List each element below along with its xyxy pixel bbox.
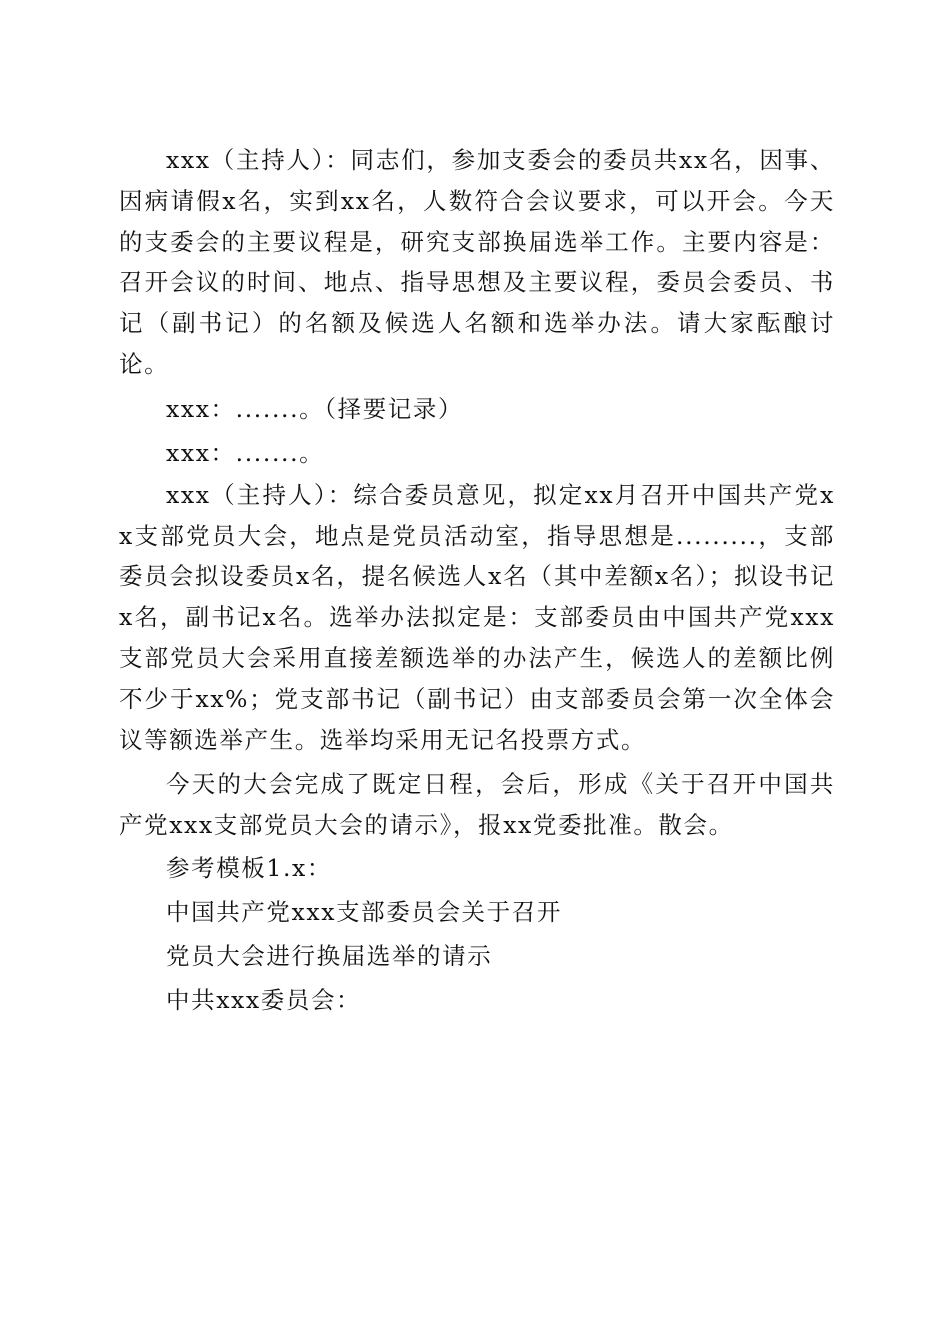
paragraph-host-opening: xxx（主持人）：同志们，参加支委会的委员共xx名，因事、因病请假x名，实到xx名，人数符合会议要求，可以开会。今天的支委会的主要议程是，研究支部换届选举工作。主要内容是：召开会议的时间、地点、指导思想及主要议程，委员会委员、书记（副书记）的名额及候选人名额和选举办法。请大家酝酿讨论。 <box>119 146 835 378</box>
paragraph-closing: 今天的大会完成了既定日程，会后，形成《关于召开中国共产党xxx支部党员大会的请示》，报xx党委批准。散会。 <box>119 770 835 840</box>
paragraph-addressee: 中共xxx委员会： <box>166 985 362 1014</box>
paragraph-template-label: 参考模板1.x： <box>166 853 332 882</box>
paragraph-record-1: xxx：.......。（择要记录） <box>166 394 464 423</box>
paragraph-record-2: xxx：.......。 <box>166 438 325 467</box>
paragraph-request-title-line-2: 党员大会进行换届选举的请示 <box>166 941 493 970</box>
document-body <box>119 140 835 1022</box>
paragraph-host-summary: xxx（主持人）：综合委员意见，拟定xx月召开中国共产党xx支部党员大会，地点是党员活动室，指导思想是.........，支部委员会拟设委员x名，提名候选人x名（其中差额x名）；拟设书记x名，副书记x名。选举办法拟定是：支部委员由中国共产党xxx支部党员大会采用直接差额选举的办法产生，候选人的差额比例不少于xx%；党支部书记（副书记）由支部委员会第一次全体会议等额选举产生。选举均采用无记名投票方式。 <box>119 480 835 754</box>
paragraph-request-title-line-1: 中国共产党xxx支部委员会关于召开 <box>166 897 562 926</box>
